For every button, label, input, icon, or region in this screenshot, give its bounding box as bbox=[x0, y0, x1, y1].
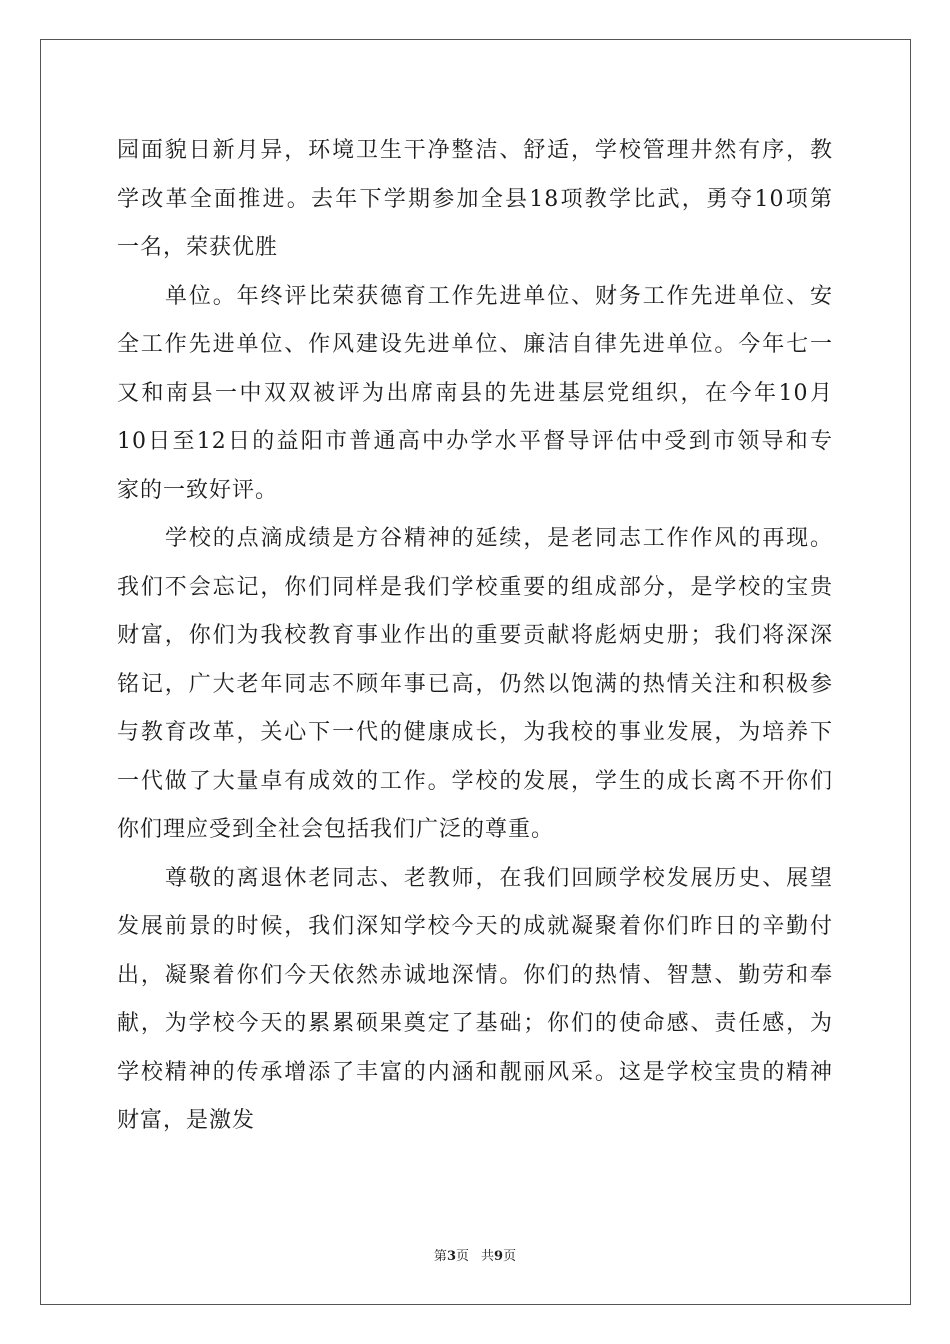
text-line: 10日至12日的益阳市普通高中办学水平督导评估中受到市领导和专 bbox=[117, 429, 833, 454]
text-line: 一代做了大量卓有成效的工作。学校的发展，学生的成长离不开你们 bbox=[117, 768, 833, 794]
text-line: 财富，是激发 bbox=[117, 1108, 256, 1133]
text-line: 一名，荣获优胜 bbox=[117, 235, 279, 260]
text-line: 又和南县一中双双被评为出席南县的先进基层党组织，在今年10月 bbox=[117, 380, 833, 406]
text-line: 献，为学校今天的累累硕果奠定了基础；你们的使命感、责任感，为 bbox=[117, 1011, 833, 1036]
document-body bbox=[117, 127, 833, 1146]
text-line: 园面貌日新月异，环境卫生干净整洁、舒适，学校管理井然有序，教 bbox=[117, 138, 833, 163]
text-line: 出，凝聚着你们今天依然赤诚地深情。你们的热情、智慧、勤劳和奉 bbox=[117, 962, 833, 988]
text-line: 学改革全面推进。去年下学期参加全县18项教学比武，勇夺10项第 bbox=[117, 186, 833, 212]
text-line: 发展前景的时候，我们深知学校今天的成就凝聚着你们昨日的辛勤付 bbox=[117, 914, 833, 939]
page-suffix: 页 bbox=[455, 1249, 469, 1264]
paragraph-start-line: 单位。年终评比荣获德育工作先进单位、财务工作先进单位、安 bbox=[165, 283, 833, 309]
text-line: 与教育改革，关心下一代的健康成长，为我校的事业发展，为培养下 bbox=[117, 720, 833, 745]
page-number: 3 bbox=[446, 1249, 456, 1264]
paragraph-start-line: 学校的点滴成绩是方谷精神的延续，是老同志工作作风的再现。 bbox=[165, 526, 833, 551]
text-line: 财富，你们为我校教育事业作出的重要贡献将彪炳史册；我们将深深 bbox=[117, 623, 833, 648]
text-line: 你们理应受到全社会包括我们广泛的尊重。 bbox=[117, 817, 555, 842]
total-pages: 9 bbox=[494, 1249, 504, 1264]
page-footer bbox=[0, 1247, 950, 1267]
total-suffix: 页 bbox=[503, 1249, 517, 1264]
text-line: 家的一致好评。 bbox=[117, 477, 279, 503]
text-line: 学校精神的传承增添了丰富的内涵和靓丽风采。这是学校宝贵的精神 bbox=[117, 1059, 833, 1085]
total-prefix: 共 bbox=[481, 1249, 495, 1264]
text-line: 全工作先进单位、作风建设先进单位、廉洁自律先进单位。今年七一 bbox=[117, 332, 833, 357]
text-line: 我们不会忘记，你们同样是我们学校重要的组成部分，是学校的宝贵 bbox=[117, 574, 833, 600]
paragraph-start-line: 尊敬的离退休老同志、老教师，在我们回顾学校发展历史、展望 bbox=[165, 865, 833, 891]
page-prefix: 第 bbox=[433, 1249, 447, 1264]
text-line: 铭记，广大老年同志不顾年事已高，仍然以饱满的热情关注和积极参 bbox=[117, 671, 833, 697]
